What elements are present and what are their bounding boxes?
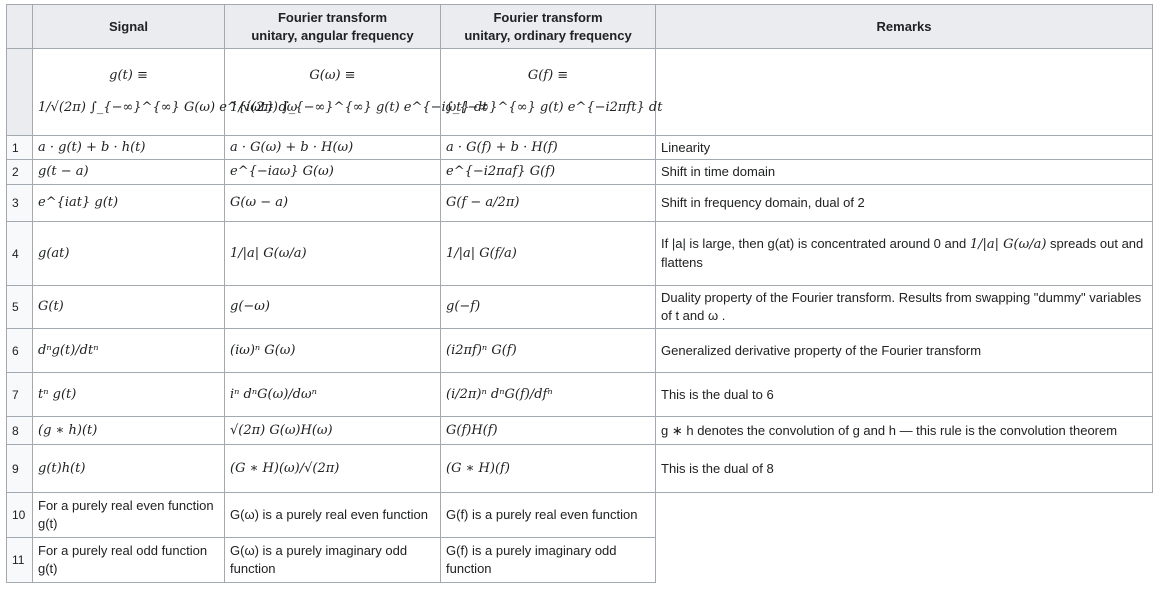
angular-definition [225,49,488,136]
remark-cell: Shift in frequency domain, dual of 2 [656,185,1153,222]
ordinary-cell: G(f)H(f) [441,417,656,445]
remark-cell: This is the dual of 8 [656,445,1153,493]
table-row [7,160,1153,185]
ordinary-cell: (i/2π)ⁿ dⁿG(f)/dfⁿ [441,373,656,417]
signal-cell: For a purely real even function g(t) [33,493,225,538]
signal-definition [33,49,298,136]
remark-cell [656,493,1153,538]
angular-cell: a · G(ω) + b · H(ω) [225,136,441,160]
signal-cell: tⁿ g(t) [33,373,225,417]
header-ordinary-line2: unitary, ordinary frequency [464,27,632,43]
angular-cell: iⁿ dⁿG(ω)/dωⁿ [225,373,441,417]
signal-cell: (g ∗ h)(t) [33,417,225,445]
header-signal: Signal [33,5,225,49]
header-angular-line2: unitary, angular frequency [251,27,414,43]
signal-cell: g(t − a) [33,160,225,185]
ordinary-cell: G(f − a/2π) [441,185,656,222]
table-row [7,373,1153,417]
ordinary-definition-formula: ∫_{−∞}^{∞} g(t) e^{−i2πft} dt [446,100,663,115]
ordinary-cell: G(f) is a purely imaginary odd function [441,538,656,583]
table-row [7,538,1153,583]
signal-cell: g(t)h(t) [33,445,225,493]
angular-cell: G(ω − a) [225,185,441,222]
ordinary-cell: e^{−i2πaf} G(f) [441,160,656,185]
signal-definition-formula: 1/√(2π) ∫_{−∞}^{∞} G(ω) e^{iωt} dω [38,100,298,115]
row-number: 2 [7,160,33,185]
fourier-properties-table [6,4,1153,583]
header-remarks: Remarks [656,5,1153,49]
angular-cell: G(ω) is a purely real even function [225,493,441,538]
header-angular-line1: Fourier transform [277,9,388,25]
table-row [7,286,1153,329]
signal-cell: g(at) [33,222,225,286]
remark-cell [656,538,1153,583]
ordinary-cell: G(f) is a purely real even function [441,493,656,538]
ordinary-cell: a · G(f) + b · H(f) [441,136,656,160]
row-number: 5 [7,286,33,329]
ordinary-definition [441,49,663,136]
definition-remark-cell [656,49,1153,136]
row-number: 7 [7,373,33,417]
signal-cell: G(t) [33,286,225,329]
angular-cell: (G ∗ H)(ω)/√(2π) [225,445,441,493]
row-number: 4 [7,222,33,286]
row-number: 6 [7,329,33,373]
row-number: 3 [7,185,33,222]
table-row [7,445,1153,493]
header-ordinary-line1: Fourier transform [493,9,603,25]
signal-cell: a · g(t) + b · h(t) [33,136,225,160]
definition-num-cell [7,49,33,136]
angular-cell: g(−ω) [225,286,441,329]
definition-row [7,49,1153,136]
row-number: 10 [7,493,33,538]
angular-cell: √(2π) G(ω)H(ω) [225,417,441,445]
table-row [7,136,1153,160]
ordinary-definition-top: G(f) ≡ [527,68,569,83]
angular-cell: (iω)ⁿ G(ω) [225,329,441,373]
header-angular [225,5,441,49]
row-number: 8 [7,417,33,445]
ordinary-cell: (G ∗ H)(f) [441,445,656,493]
table-row [7,417,1153,445]
table-row [7,222,1153,286]
remark-cell: Linearity [656,136,1153,160]
remark-text-after: spreads out and flattens [661,236,1144,270]
header-ordinary [441,5,656,49]
remark-cell: g ∗ h denotes the convolution of g and h — this rule is the convolution theorem [656,417,1153,445]
remark-cell: This is the dual to 6 [656,373,1153,417]
angular-definition-top: G(ω) ≡ [309,68,356,83]
ordinary-cell: g(−f) [441,286,656,329]
header-row [7,5,1153,49]
row-number: 9 [7,445,33,493]
remark-cell: Shift in time domain [656,160,1153,185]
angular-cell: G(ω) is a purely imaginary odd function [225,538,441,583]
remark-text-before: If |a| is large, then g(at) is concentrated around 0 and [661,236,967,251]
table-row [7,329,1153,373]
table-row [7,493,1153,538]
table-row [7,185,1153,222]
remark-formula: 1/|a| G(ω/a) [969,237,1047,252]
row-number: 1 [7,136,33,160]
row-number: 11 [7,538,33,583]
signal-cell: dⁿg(t)/dtⁿ [33,329,225,373]
remark-cell: Generalized derivative property of the Fourier transform [656,329,1153,373]
angular-cell: e^{−iaω} G(ω) [225,160,441,185]
remark-cell [656,222,1153,286]
angular-cell: 1/|a| G(ω/a) [225,222,441,286]
remark-cell: Duality property of the Fourier transform. Results from swapping "dummy" variables of t and ω . [656,286,1153,329]
signal-cell: For a purely real odd function g(t) [33,538,225,583]
ordinary-cell: (i2πf)ⁿ G(f) [441,329,656,373]
angular-definition-formula: 1/√(2π) ∫_{−∞}^{∞} g(t) e^{−iωt} dt [230,100,488,115]
ordinary-cell: 1/|a| G(f/a) [441,222,656,286]
header-num-cell [7,5,33,49]
signal-definition-top: g(t) ≡ [109,68,148,83]
signal-cell: e^{iat} g(t) [33,185,225,222]
